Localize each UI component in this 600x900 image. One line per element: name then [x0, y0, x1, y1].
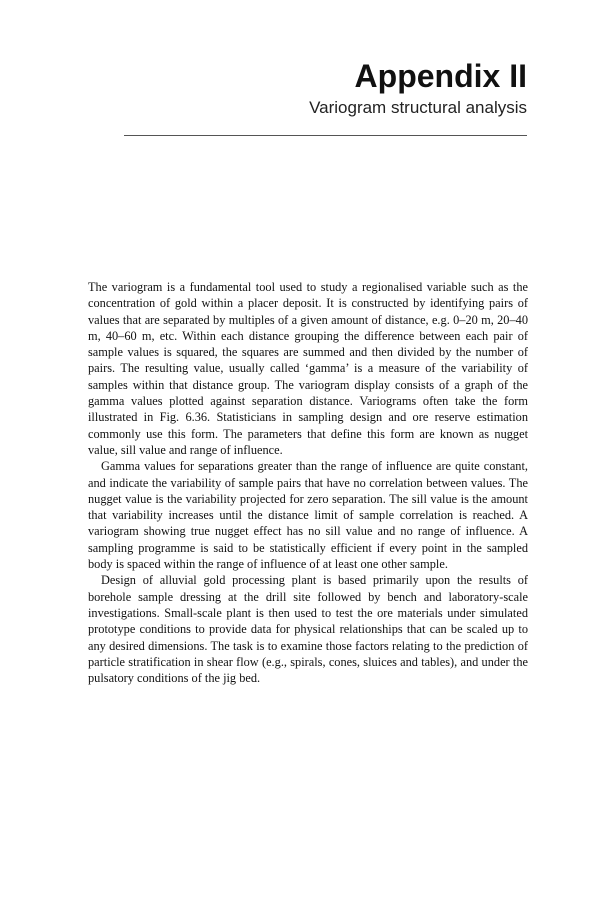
paragraph-2: Gamma values for separations greater than the range of influence are quite constant, and indicate the variability of sample pairs that have no correlation between values. The nugget value is the variability projected for zero separation. The sill value is the amount that variability increases until the distance limit of sample correlation is reached. A variogram showing true nugget effect has no sill value and no range of influence. A sampling programme is said to be statistically efficient if every point in the sampled body is spaced within the range of influence of at least one other sample. — [88, 459, 528, 572]
paragraph-1: The variogram is a fundamental tool used to study a regionalised variable such as the concentration of gold within a placer deposit. It is constructed by identifying pairs of values that are separated by multiples of a given amount of distance, e.g. 0–20 m, 20–40 m, 40–60 m, etc. Within each distance grouping the difference between each pair of sample values is squared, the squares are summed and then divided by the number of pairs. The resulting value, usually called ‘gamma’ is a measure of the variability of samples within that distance group. The variogram display consists of a graph of the gamma values plotted against separation distance. Variograms often take the form illustrated in Fig. 6.36. Statisticians in sampling design and ore reserve estimation commonly use this form. The parameters that define this form are known as nugget value, sill value and range of influence. — [88, 280, 528, 457]
body-text — [88, 279, 528, 686]
page-subtitle: Variogram structural analysis — [309, 98, 527, 117]
title-divider — [124, 135, 527, 136]
page-title: Appendix II — [354, 58, 527, 94]
paragraph-3: Design of alluvial gold processing plant is based primarily upon the results of borehole sample dressing at the drill site followed by bench and laboratory-scale investigations. Small-scale plant is then used to test the ore materials under simulated prototype conditions to provide data for physical relationships that can be scaled up to any desired dimensions. The task is to examine those factors relating to the prediction of particle stratification in shear flow (e.g., spirals, cones, sluices and tables), and under the pulsatory conditions of the jig bed. — [88, 573, 528, 686]
